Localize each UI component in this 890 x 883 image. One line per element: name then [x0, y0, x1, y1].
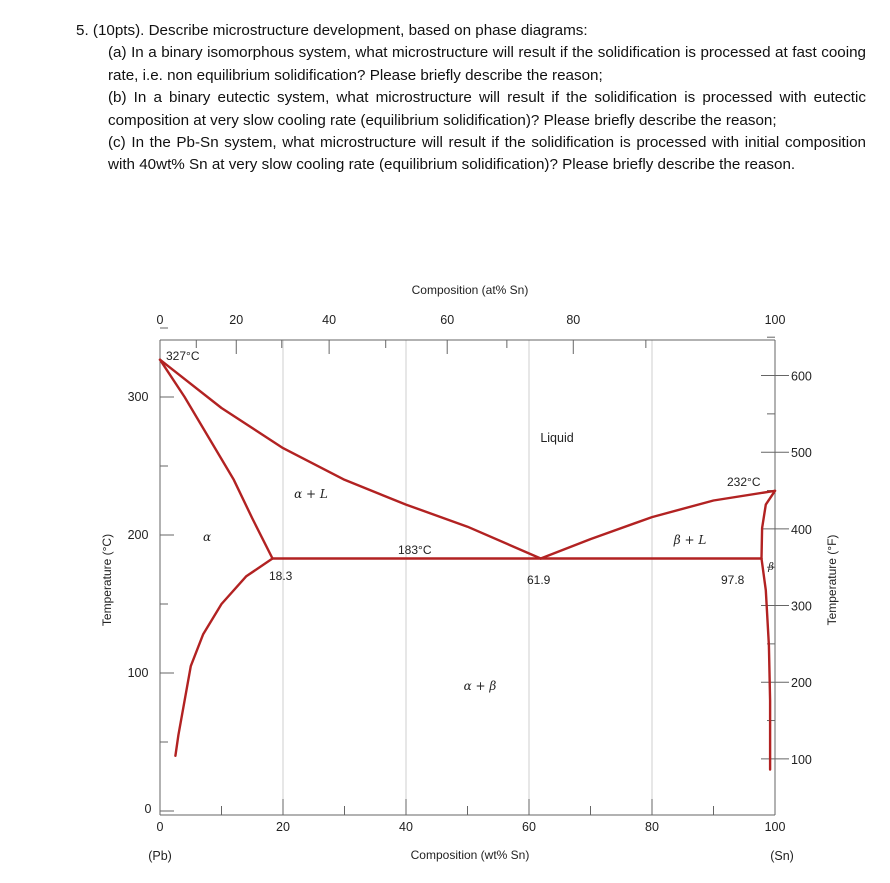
- left-end-label: (Pb): [148, 849, 172, 863]
- y-tick-f-label: 100: [791, 752, 812, 767]
- x-tick-label: 20: [276, 820, 290, 834]
- solidus-alpha: [160, 360, 273, 559]
- alpha-beta-label: α + β: [463, 679, 497, 693]
- y-zero-label: 0: [144, 802, 152, 816]
- alpha-label: α: [202, 530, 212, 544]
- x-tick-label: 0: [156, 820, 164, 834]
- beta-label: β: [768, 562, 774, 573]
- liquid-label: Liquid: [540, 431, 574, 445]
- question-part-b: (b) In a binary eutectic system, what microstructure will result if the solidification is processed with eutectic composition at very slow cooling rate (equilibrium solidification)? Please briefly describe the reason;: [108, 89, 866, 129]
- eutectic-comp-label: 61.9: [527, 573, 551, 587]
- liquidus-right: [541, 491, 775, 559]
- y-tick-f-label: 400: [791, 522, 812, 537]
- at-tick-label: 80: [566, 313, 581, 327]
- solidus-beta: [762, 491, 776, 559]
- at-tick-label: 0: [156, 313, 164, 327]
- y-tick-f-label: 600: [791, 369, 812, 384]
- y-tick-f-label: 300: [791, 599, 812, 614]
- y-tick-c-label: 100: [127, 666, 149, 680]
- at-tick-label: 60: [440, 313, 455, 327]
- question-part-a: (a) In a binary isomorphous system, what microstructure will result if the solidification is processed at fast cooing rate, i.e. non equilibrium solidification? Please briefly describe the reason;: [108, 44, 866, 84]
- y-tick-c-label: 200: [127, 528, 149, 542]
- y-tick-f-label: 200: [791, 676, 812, 691]
- at-tick-label: 40: [322, 313, 337, 327]
- solvus-alpha: [175, 559, 272, 756]
- left-axis-title: Temperature (°C): [100, 533, 114, 627]
- alpha-l-label: α + L: [294, 487, 328, 501]
- wt-axis-title: Composition (wt% Sn): [410, 848, 530, 862]
- liquidus-left: [160, 360, 541, 559]
- beta-l-label: β + L: [673, 533, 707, 547]
- solvus-beta: [762, 559, 771, 770]
- sn-melting-label: 232°C: [727, 475, 761, 489]
- eutectic-temp-label: 183°C: [398, 543, 432, 557]
- y-tick-f-label: 500: [791, 446, 812, 461]
- alpha-limit-label: 18.3: [269, 569, 293, 583]
- x-tick-label: 80: [645, 820, 659, 834]
- x-tick-label: 60: [522, 820, 536, 834]
- y-tick-c-label: 300: [127, 390, 149, 404]
- at-axis-title: Composition (at% Sn): [411, 283, 529, 297]
- right-end-label: (Sn): [770, 849, 794, 863]
- right-axis-title: Temperature (°F): [825, 534, 839, 626]
- x-tick-label: 40: [399, 820, 413, 834]
- x-tick-label: 100: [764, 820, 786, 834]
- pb-melting-label: 327°C: [166, 349, 200, 363]
- at-tick-label: 100: [764, 313, 786, 327]
- at-tick-label: 20: [229, 313, 244, 327]
- question-header: 5. (10pts). Describe microstructure development, based on phase diagrams:: [76, 22, 588, 39]
- beta-limit-label: 97.8: [721, 573, 745, 587]
- question-part-c: (c) In the Pb-Sn system, what microstructure will result if the solidification is processed with initial composition with 40wt% Sn at very slow cooling rate (equilibrium solidification)? Please briefly describe the reason.: [108, 134, 866, 174]
